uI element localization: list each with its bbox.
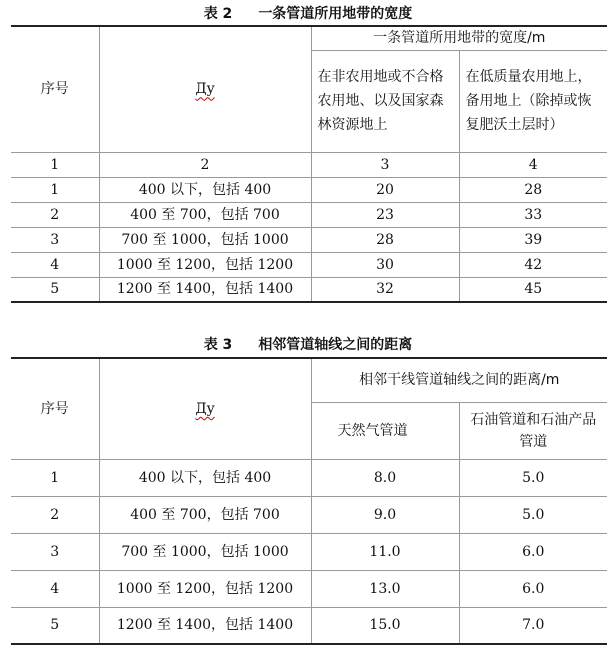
table-cell: 30 <box>311 252 459 277</box>
table-cell: 33 <box>459 202 607 227</box>
table-row <box>11 252 607 277</box>
table-cell: 400 以下，包括 400 <box>99 459 311 496</box>
table-cell: 1000 至 1200，包括 1200 <box>99 570 311 607</box>
table-row <box>11 177 607 202</box>
table-cell: 2 <box>11 496 99 533</box>
table2-header-group: 一条管道所用地带的宽度/m <box>311 26 607 50</box>
table-cell: 13.0 <box>311 570 459 607</box>
table2-index-row <box>11 152 607 177</box>
table-cell: 20 <box>311 177 459 202</box>
table-cell: 400 至 700，包括 700 <box>99 496 311 533</box>
table-cell: 28 <box>311 227 459 252</box>
table-cell: 5 <box>11 607 99 644</box>
table-cell: 1200 至 1400，包括 1400 <box>99 607 311 644</box>
table-cell: 1 <box>11 152 99 177</box>
table-cell: 1 <box>11 177 99 202</box>
table2 <box>11 25 607 303</box>
table-cell: 6.0 <box>459 533 607 570</box>
table3-header-dn-label: Дy <box>195 400 215 417</box>
table-cell: 400 至 700，包括 700 <box>99 202 311 227</box>
table-cell: 5 <box>11 277 99 302</box>
table-cell: 45 <box>459 277 607 302</box>
table2-caption-number: 表 2 <box>203 6 233 22</box>
table-cell: 700 至 1000，包括 1000 <box>99 533 311 570</box>
table3-caption-number: 表 3 <box>203 337 233 353</box>
table-row <box>11 459 607 496</box>
table-cell: 2 <box>11 202 99 227</box>
table-cell: 32 <box>311 277 459 302</box>
table3-subheader-oil: 石油管道和石油产品管道 <box>459 402 607 459</box>
table-cell: 6.0 <box>459 570 607 607</box>
table-cell: 3 <box>11 227 99 252</box>
table-cell: 15.0 <box>311 607 459 644</box>
table-cell: 2 <box>99 152 311 177</box>
table-cell: 5.0 <box>459 496 607 533</box>
table-cell: 11.0 <box>311 533 459 570</box>
table-cell: 28 <box>459 177 607 202</box>
table-row <box>11 533 607 570</box>
table-cell: 8.0 <box>311 459 459 496</box>
table-cell: 1200 至 1400，包括 1400 <box>99 277 311 302</box>
table-cell: 4 <box>459 152 607 177</box>
table-cell: 9.0 <box>311 496 459 533</box>
table-cell: 3 <box>11 533 99 570</box>
table-cell: 42 <box>459 252 607 277</box>
table-row <box>11 607 607 644</box>
table-cell: 4 <box>11 570 99 607</box>
table2-caption-title: 一条管道所用地带的宽度 <box>258 6 413 22</box>
table2-caption <box>0 3 616 23</box>
table3-header-seq: 序号 <box>11 358 99 459</box>
table-cell: 3 <box>311 152 459 177</box>
table3-subheader-gas: 天然气管道 <box>311 402 459 459</box>
table-cell: 1 <box>11 459 99 496</box>
table2-header-seq: 序号 <box>11 26 99 152</box>
table-cell: 4 <box>11 252 99 277</box>
table-cell: 7.0 <box>459 607 607 644</box>
table3 <box>11 357 607 645</box>
table3-caption-title: 相邻管道轴线之间的距离 <box>258 337 413 353</box>
table-cell: 400 以下，包括 400 <box>99 177 311 202</box>
table-row <box>11 277 607 302</box>
table3-caption <box>0 334 616 354</box>
table-row <box>11 202 607 227</box>
table-row <box>11 496 607 533</box>
table3-header-group: 相邻干线管道轴线之间的距离/m <box>311 358 607 402</box>
table-cell: 1000 至 1200，包括 1200 <box>99 252 311 277</box>
table-cell: 700 至 1000，包括 1000 <box>99 227 311 252</box>
table-cell: 23 <box>311 202 459 227</box>
table2-subheader-nonfarm: 在非农用地或不合格农用地、以及国家森林资源地上 <box>311 50 459 152</box>
table-row <box>11 570 607 607</box>
table-row <box>11 227 607 252</box>
table2-header-dn-label: Дy <box>195 81 215 98</box>
table-cell: 39 <box>459 227 607 252</box>
table3-header-dn <box>99 358 311 459</box>
table2-subheader-lowquality: 在低质量农用地上，备用地上（除掉或恢复肥沃土层时） <box>459 50 607 152</box>
table-cell: 5.0 <box>459 459 607 496</box>
table2-header-dn <box>99 26 311 152</box>
